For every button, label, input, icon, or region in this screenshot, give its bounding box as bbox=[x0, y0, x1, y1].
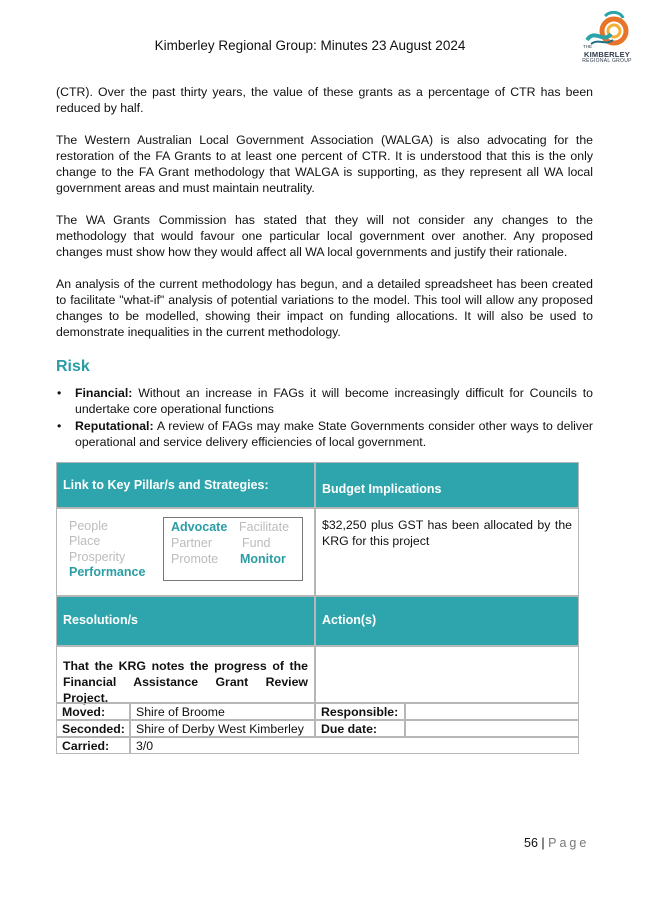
responsible-value bbox=[405, 703, 579, 720]
pillar-place: Place bbox=[69, 534, 101, 548]
logo-name-text: KIMBERLEY bbox=[584, 50, 630, 59]
responsible-label: Responsible: bbox=[315, 703, 405, 720]
risk-item-reputational bbox=[56, 418, 593, 450]
moved-label: Moved: bbox=[56, 703, 130, 720]
body-text bbox=[56, 84, 593, 356]
page-word: Page bbox=[548, 836, 590, 850]
risk-text: Without an increase in FAGs it will become increasingly difficult for Councils to undertake core operational functions bbox=[75, 386, 593, 416]
strategy-advocate: Advocate bbox=[171, 520, 228, 534]
action-cell bbox=[315, 646, 579, 703]
moved-value: Shire of Broome bbox=[130, 703, 315, 720]
budget-cell: $32,250 plus GST has been allocated by the KRG for this project bbox=[315, 508, 579, 596]
carried-label: Carried: bbox=[56, 737, 130, 754]
strategy-fund: Fund bbox=[242, 536, 271, 550]
resolution-table bbox=[56, 462, 579, 754]
risk-list bbox=[56, 385, 593, 451]
strategy-promote: Promote bbox=[171, 552, 219, 566]
paragraph: (CTR). Over the past thirty years, the value of these grants as a percentage of CTR has been reduced by half. bbox=[56, 85, 593, 115]
strategy-facilitate: Facilitate bbox=[239, 520, 290, 534]
risk-item-financial bbox=[56, 385, 593, 417]
carried-value: 3/0 bbox=[130, 737, 579, 754]
pillar-people: People bbox=[69, 519, 108, 533]
resolution-text: That the KRG notes the progress of the Financial Assistance Grant Review Project. bbox=[56, 646, 315, 703]
logo-the-text: THE bbox=[583, 44, 592, 49]
bullet-icon: • bbox=[57, 419, 62, 433]
logo-sub-text: REGIONAL GROUP bbox=[582, 58, 632, 64]
page-number: 56 bbox=[524, 836, 538, 850]
strategy-monitor: Monitor bbox=[240, 552, 286, 566]
paragraph: The WA Grants Commission has stated that they will not consider any changes to the methodology that would favour one particular local government over another. Any proposed changes must show how they would affect all WA local governments and justify their rationale. bbox=[56, 213, 593, 259]
risk-label: Reputational: bbox=[75, 419, 154, 433]
paragraph: An analysis of the current methodology has begun, and a detailed spreadsheet has been created to facilitate "what-if" analysis of potential variations to the model. This tool will allow any proposed changes to be modelled, showing their impact on funding allocations. It will also be used to demonstrate inequalities in the current methodology. bbox=[56, 277, 593, 339]
strategy-partner: Partner bbox=[171, 536, 212, 550]
risk-label: Financial: bbox=[75, 386, 133, 400]
page-header-title: Kimberley Regional Group: Minutes 23 August 2024 bbox=[154, 38, 466, 53]
seconded-label: Seconded: bbox=[56, 720, 130, 737]
strategies-box bbox=[163, 517, 303, 581]
due-date-label: Due date: bbox=[315, 720, 405, 737]
pillar-performance: Performance bbox=[69, 565, 146, 579]
resolution-header: Resolution/s bbox=[56, 596, 315, 646]
page-footer bbox=[524, 836, 589, 850]
budget-header: Budget Implications bbox=[315, 462, 579, 508]
page-separator: | bbox=[537, 836, 549, 850]
risk-heading: Risk bbox=[56, 358, 90, 375]
pillars-cell bbox=[56, 508, 315, 596]
risk-text: A review of FAGs may make State Governments consider other ways to deliver operational and service delivery efficiencies of local government. bbox=[75, 419, 593, 449]
seconded-value: Shire of Derby West Kimberley bbox=[130, 720, 315, 737]
pillar-prosperity: Prosperity bbox=[69, 550, 126, 564]
action-header: Action(s) bbox=[315, 596, 579, 646]
paragraph: The Western Australian Local Government Association (WALGA) is also advocating for the restoration of the FA Grants to at least one percent of CTR. It is understood that this is the only change to the FA Grant methodology that WALGA is supporting, as they represent all WA local government areas and must maintain neutrality. bbox=[56, 133, 593, 195]
due-date-value bbox=[405, 720, 579, 737]
pillars-header: Link to Key Pillar/s and Strategies: bbox=[56, 462, 315, 508]
bullet-icon: • bbox=[57, 386, 62, 400]
